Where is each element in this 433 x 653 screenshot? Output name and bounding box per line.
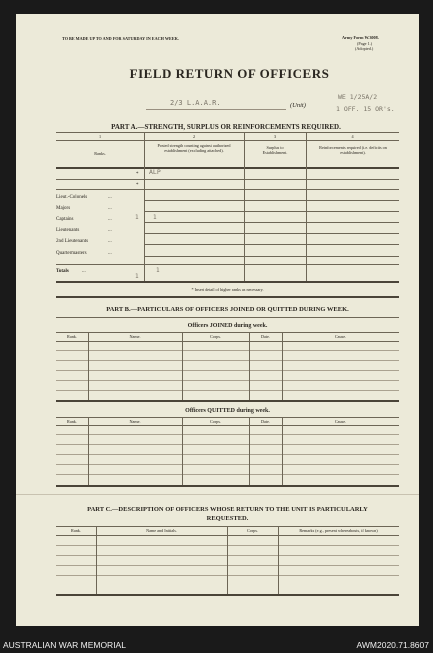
document-sheet: [16, 14, 419, 626]
part-c-heading-1: PART C.—DESCRIPTION OF OFFICERS WHOSE RETURN TO THE UNIT IS PARTICULARLY: [87, 506, 368, 513]
col-number-4: 4: [351, 134, 354, 139]
quitted-col-cause: Cause.: [334, 419, 347, 424]
rank-quartermasters: Quartermasters: [56, 251, 87, 256]
fold-line: [16, 494, 419, 495]
rank-majors: Majors: [56, 206, 71, 211]
part-a-rule: [56, 296, 399, 298]
part-a-heading: PART A.—STRENGTH, SURPLUS OR REINFORCEMENTS REQUIRED.: [111, 123, 341, 131]
col-header-reinforcements: Reinforcements required (i.e. deficits on establishment).: [319, 145, 387, 155]
hand-totals-prefix: 1: [135, 273, 139, 280]
dots-3: ...: [108, 217, 112, 222]
footer-credit: AUSTRALIAN WAR MEMORIAL: [3, 640, 126, 650]
quitted-title: Officers QUITTED during week.: [185, 408, 270, 414]
dots-4: ...: [108, 228, 112, 233]
instruction-text: TO BE MADE UP TO AND FOR SATURDAY IN EACH WEEK.: [62, 36, 179, 41]
rank-captains: Captains: [56, 217, 74, 222]
dots-5: ...: [108, 239, 112, 244]
joined-col-cause: Cause.: [334, 334, 347, 339]
unit-underline: [146, 109, 286, 110]
col-header-surplus: Surplus to Establishment.: [262, 145, 288, 155]
rank-lieut-colonels: Lieut.-Colonels: [56, 195, 88, 200]
asterisk-row-1: *: [136, 172, 139, 177]
footer-bar: [0, 637, 433, 653]
form-page: (Page 1.): [357, 41, 373, 46]
footer-accession: AWM2020.71.8607: [356, 640, 429, 650]
col-number-2: 2: [192, 134, 196, 139]
hand-captains-count: 1: [153, 214, 157, 221]
form-number: Army Form W.3008.: [342, 35, 379, 40]
col-number-1: 1: [98, 134, 102, 139]
part-c-col-rank: Rank.: [71, 528, 81, 533]
totals-label: Totals: [56, 269, 69, 274]
part-c-col-corps: Corps.: [246, 528, 259, 533]
rank-lieutenants: Lieutenants: [56, 228, 80, 233]
dots-2: ...: [108, 206, 112, 211]
col-header-posted-strength: Posted strength counting against authorized establishment (excluding attached).: [157, 143, 231, 153]
part-b-heading: PART B.—PARTICULARS OF OFFICERS JOINED OR QUITTED DURING WEEK.: [106, 306, 349, 313]
joined-col-name: Name.: [129, 334, 141, 339]
quitted-col-corps: Corps.: [209, 419, 222, 424]
totals-dots: ...: [82, 269, 86, 274]
page-title: FIELD RETURN OF OFFICERS: [129, 66, 330, 81]
rank-2nd-lieutenants: 2nd Lieutenants: [56, 239, 89, 244]
stamp-line-2: 1 OFF. 15 OR's.: [336, 105, 395, 113]
hand-captains-prefix: 1: [135, 214, 139, 221]
part-c-col-remarks: Remarks (e.g., present whereabouts, if known): [299, 528, 378, 533]
hand-alp: ALP: [149, 168, 161, 176]
stamp-line-1: WE 1/25A/2: [338, 93, 378, 101]
unit-label: (Unit): [290, 102, 306, 109]
asterisk-row-2: *: [136, 183, 139, 188]
unit-value: 2/3 L.A.A.R.: [170, 99, 221, 107]
quitted-col-name: Name.: [129, 419, 141, 424]
col-header-ranks: Ranks.: [94, 151, 106, 156]
joined-title: Officers JOINED during week.: [187, 323, 268, 329]
part-c-heading-2: REQUESTED.: [206, 515, 249, 522]
quitted-col-date: Date.: [261, 419, 270, 424]
hand-totals: 1: [156, 267, 160, 274]
joined-col-corps: Corps.: [209, 334, 222, 339]
part-c-col-name: Name and Initials.: [146, 528, 177, 533]
joined-col-rank: Rank.: [67, 334, 77, 339]
form-adopted: (Adopted.): [355, 46, 374, 51]
joined-col-date: Date.: [261, 334, 270, 339]
col-number-3: 3: [273, 134, 277, 139]
dots-6: ...: [108, 251, 112, 256]
quitted-col-rank: Rank.: [67, 419, 77, 424]
part-a-footnote: * Insert detail of higher ranks as necessary.: [191, 287, 264, 292]
dots-1: ...: [108, 195, 112, 200]
